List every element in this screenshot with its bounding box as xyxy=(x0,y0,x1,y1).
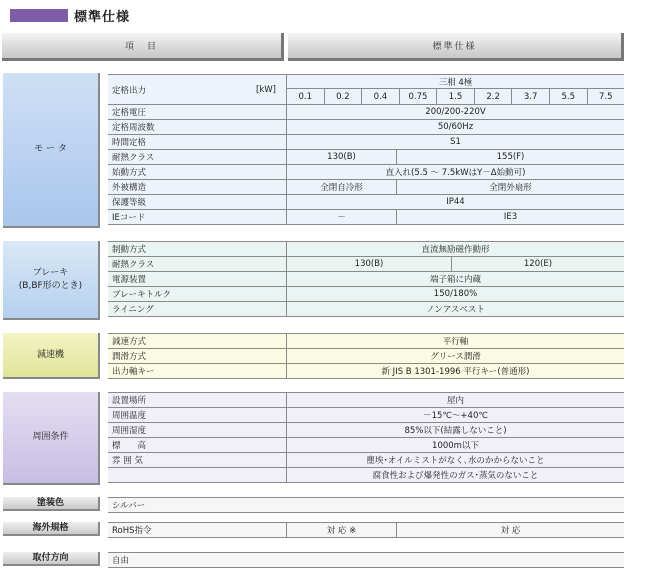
kw-value: 2.2 xyxy=(475,89,513,104)
kw-value: 0.1 xyxy=(287,89,325,104)
spec-row xyxy=(108,104,624,119)
category-mounting: 取付方向 xyxy=(3,552,100,566)
spec-value: 130(B) xyxy=(287,257,452,271)
spec-label: 定格電圧 xyxy=(108,105,287,119)
spec-label: 潤滑方式 xyxy=(108,349,287,363)
spec-row xyxy=(108,392,624,407)
spec-value: 130(B) xyxy=(287,150,397,164)
page-title: 標準仕様 xyxy=(74,9,131,25)
spec-value: 端子箱に内蔵 xyxy=(429,275,481,285)
spec-label: 制動方式 xyxy=(108,242,287,256)
output-label-cell xyxy=(108,75,287,104)
category-brake xyxy=(3,241,100,320)
spec-row xyxy=(108,333,624,348)
brake-category-line1: ブレーキ xyxy=(32,267,69,278)
spec-row xyxy=(108,348,624,363)
output-unit: [kW] xyxy=(256,84,276,95)
spec-value: 全閉自冷形 xyxy=(287,180,397,194)
spec-label: 保護等級 xyxy=(108,195,287,209)
spec-row xyxy=(108,256,624,271)
spec-row xyxy=(108,363,624,378)
spec-value: － xyxy=(287,210,397,224)
spec-row xyxy=(108,209,624,224)
kw-value: 1.5 xyxy=(437,89,475,104)
category-overseas: 海外規格 xyxy=(3,522,100,536)
header-item: 項 目 xyxy=(2,33,284,61)
spec-label: 時間定格 xyxy=(108,135,287,149)
spec-value: 150/180% xyxy=(433,289,478,299)
mounting-value: 自由 xyxy=(112,556,130,566)
spec-label: 始動方式 xyxy=(108,165,287,179)
spec-value: 新 JIS B 1301-1996 平行キー(普通形) xyxy=(381,367,530,377)
spec-value: －15℃～+40℃ xyxy=(423,411,488,421)
spec-row xyxy=(108,301,624,316)
spec-label: 耐熱クラス xyxy=(108,257,287,271)
spec-value: 全閉外扇形 xyxy=(489,183,532,193)
brake-category-line2: (B,BF形のとき) xyxy=(18,280,83,291)
spec-label: 出力軸キー xyxy=(108,364,287,378)
spec-value: 1000m以下 xyxy=(432,441,479,451)
kw-value: 0.4 xyxy=(362,89,400,104)
paint-block xyxy=(108,497,624,513)
overseas-label: RoHS指令 xyxy=(108,523,287,537)
overseas-value-2: 対 応 xyxy=(500,526,521,536)
spec-row xyxy=(108,149,624,164)
spec-value: 平行軸 xyxy=(442,337,469,347)
spec-label: 周囲温度 xyxy=(108,408,287,422)
spec-value: 塵埃･オイルミストがなく､水のかからないこと xyxy=(366,456,545,466)
category-environment: 周囲条件 xyxy=(3,392,100,485)
spec-label: 雰 囲 気 xyxy=(108,453,287,467)
spec-row xyxy=(108,134,624,149)
spec-value: 直入れ(5.5 ～ 7.5kWはY－Δ始動可) xyxy=(385,168,526,178)
spec-value: グリース潤滑 xyxy=(430,352,481,362)
spec-row xyxy=(108,452,624,467)
spec-row xyxy=(108,164,624,179)
kw-value: 0.2 xyxy=(325,89,363,104)
spec-row xyxy=(108,407,624,422)
spec-label: 耐熱クラス xyxy=(108,150,287,164)
spec-label: 標 高 xyxy=(108,438,287,452)
spec-value: S1 xyxy=(450,137,461,147)
spec-value: 直流無励磁作動形 xyxy=(421,245,490,255)
spec-label: 外被構造 xyxy=(108,180,287,194)
spec-label: 定格周波数 xyxy=(108,120,287,134)
spec-value: 200/200-220V xyxy=(425,107,486,117)
spec-value: 腐食性および爆発性のガス･蒸気のないこと xyxy=(372,471,539,481)
spec-value: 50/60Hz xyxy=(437,122,474,132)
spec-label: 減速方式 xyxy=(108,334,287,348)
spec-row xyxy=(108,194,624,209)
spec-row xyxy=(108,179,624,194)
kw-value: 5.5 xyxy=(550,89,588,104)
spec-value: IP44 xyxy=(446,197,465,207)
motor-spec-block xyxy=(108,74,624,225)
title-color-swatch xyxy=(10,9,68,22)
kw-value: 7.5 xyxy=(599,91,613,102)
brake-spec-block xyxy=(108,241,624,317)
overseas-block xyxy=(108,522,624,538)
mounting-block xyxy=(108,552,624,568)
kw-values-row xyxy=(287,89,624,104)
spec-row xyxy=(108,422,624,437)
kw-value: 0.75 xyxy=(400,89,438,104)
spec-label: IEコード xyxy=(108,210,287,224)
spec-label: 設置場所 xyxy=(108,393,287,407)
spec-row xyxy=(108,286,624,301)
category-motor: モ ー タ xyxy=(3,73,100,228)
spec-value: 155(F) xyxy=(496,152,525,162)
spec-row xyxy=(108,241,624,256)
kw-value: 3.7 xyxy=(512,89,550,104)
spec-row xyxy=(108,119,624,134)
section-title-bar xyxy=(10,7,130,23)
header-spec: 標準仕様 xyxy=(288,33,624,61)
category-reducer: 減速機 xyxy=(3,333,100,379)
spec-value: ノンアスベスト xyxy=(426,305,485,315)
spec-label: ライニング xyxy=(108,302,287,316)
environment-spec-block xyxy=(108,392,624,483)
spec-row xyxy=(108,437,624,452)
spec-label: 周囲湿度 xyxy=(108,423,287,437)
overseas-value-1: 対 応 ※ xyxy=(287,523,397,537)
output-type: 三相 4極 xyxy=(287,75,624,89)
spec-value: 屋内 xyxy=(446,396,464,406)
output-values xyxy=(287,75,624,104)
category-paint: 塗装色 xyxy=(3,497,100,511)
spec-label: ブレーキトルク xyxy=(108,287,287,301)
spec-label xyxy=(108,468,287,482)
spec-row xyxy=(108,467,624,482)
spec-label: 電源装置 xyxy=(108,272,287,286)
spec-value: 120(E) xyxy=(523,259,553,269)
spec-row xyxy=(108,271,624,286)
spec-value: 85%以下(結露しないこと) xyxy=(404,426,507,436)
paint-value: シルバー xyxy=(112,501,146,511)
spec-value: IE3 xyxy=(503,212,518,222)
output-label: 定格出力 xyxy=(112,85,147,96)
reducer-spec-block xyxy=(108,333,624,379)
output-row xyxy=(108,74,624,104)
